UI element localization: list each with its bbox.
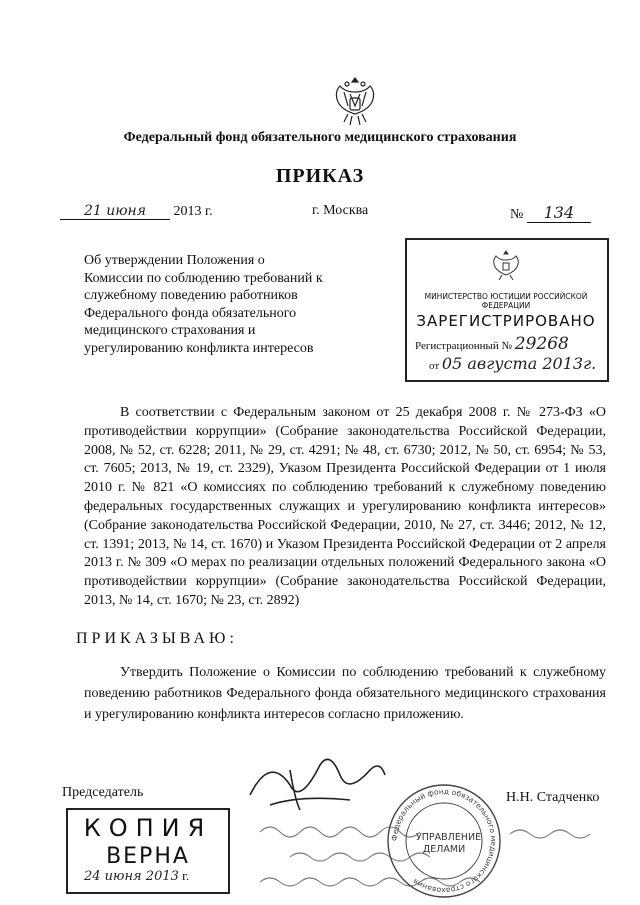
- number-handwritten: 134: [527, 203, 591, 223]
- date-handwritten: 21 июня: [60, 203, 170, 220]
- order-subject: Об утверждении Положения о Комиссии по соблюдению требований к служебному поведению работников Федерального фонда обязательного медицинского страхования и урегулированию конфликта интересов: [84, 253, 323, 356]
- stamp-ministry: МИНИСТЕРСТВО ЮСТИЦИИ РОССИЙСКОЙ ФЕДЕРАЦИИ: [424, 292, 588, 310]
- seal-center-text: УПРАВЛЕНИЕ ДЕЛАМИ: [416, 832, 482, 855]
- copy-stamp-line2: ВЕРНА: [106, 844, 190, 869]
- decree-text: Утвердить Положение о Комиссии по соблюдению требований к служебному поведению работников Федерального фонда обязательного медицинского страхования и урегулированию конфликта интересов согласно приложению.: [84, 665, 606, 722]
- order-number: [510, 203, 591, 223]
- document-title: ПРИКАЗ: [275, 165, 365, 187]
- copy-stamp-date: [84, 868, 189, 884]
- signatory-name: Н.Н. Стадченко: [506, 790, 600, 805]
- seal-ring-text: Федеральный фонд обязательного медицинского страхования: [389, 786, 499, 896]
- coat-of-arms-emblem-icon: [330, 72, 380, 128]
- order-city: г. Москва: [312, 203, 369, 218]
- stamp-emblem-icon: [491, 248, 521, 282]
- copy-stamp-line1: КОПИЯ: [83, 814, 213, 842]
- stamp-date-handwritten: 05 августа 2013г.: [441, 354, 597, 373]
- stamp-date-label: от: [429, 360, 440, 372]
- preamble-text: В соответствии с Федеральным законом от 25 декабря 2008 г. № 273-ФЗ «О противодействии коррупции» (Собрание законодательства Российской Федерации, 2008, № 52, ст. 6228; 2011, № 29, ст. 4291; № 48, ст. 6730; 2012, № 50, ст. 6954; № 53, ст. 7605; 2013, № 19, ст. 2329), Указом Президента Российской Федерации от 1 июля 2010 г. № 821 «О комиссиях по соблюдению требований к служебному поведению федеральных государственных служащих и урегулированию конфликта интересов» (Собрание законодательства Российской Федерации, 2010, № 27, ст. 3446; 2012, № 12, ст. 1391; 2013, № 14, ст. 1670) и Указом Президента Российской Федерации от 2 апреля 2013 г. № 309 «О мерах по реализации отдельных положений Федерального закона «О противодействии коррупции» (Собрание законодательства Российской Федерации, 2013, № 14, ст. 1670; № 23, ст. 2892): [84, 405, 606, 608]
- stamp-status: ЗАРЕГИСТРИРОВАНО: [416, 312, 596, 330]
- stamp-reg-row: [415, 334, 601, 354]
- copy-stamp-year-suffix: г.: [182, 868, 190, 883]
- stamp-date-row: [429, 354, 615, 373]
- copy-stamp-date-handwritten: 24 июня 2013: [84, 869, 179, 884]
- registration-stamp: [405, 238, 609, 382]
- number-label: №: [510, 207, 524, 222]
- copy-stamp: [66, 808, 230, 894]
- order-heading: ПРИКАЗЫВАЮ:: [76, 630, 238, 647]
- signatory-position: Председатель: [62, 785, 144, 800]
- stamp-reg-number: 29268: [514, 334, 569, 354]
- order-date: [60, 203, 213, 220]
- organization-name: Федеральный фонд обязательного медицинского страхования: [123, 130, 517, 145]
- date-year: 2013 г.: [173, 204, 213, 219]
- stamp-reg-label: Регистрационный №: [415, 340, 513, 352]
